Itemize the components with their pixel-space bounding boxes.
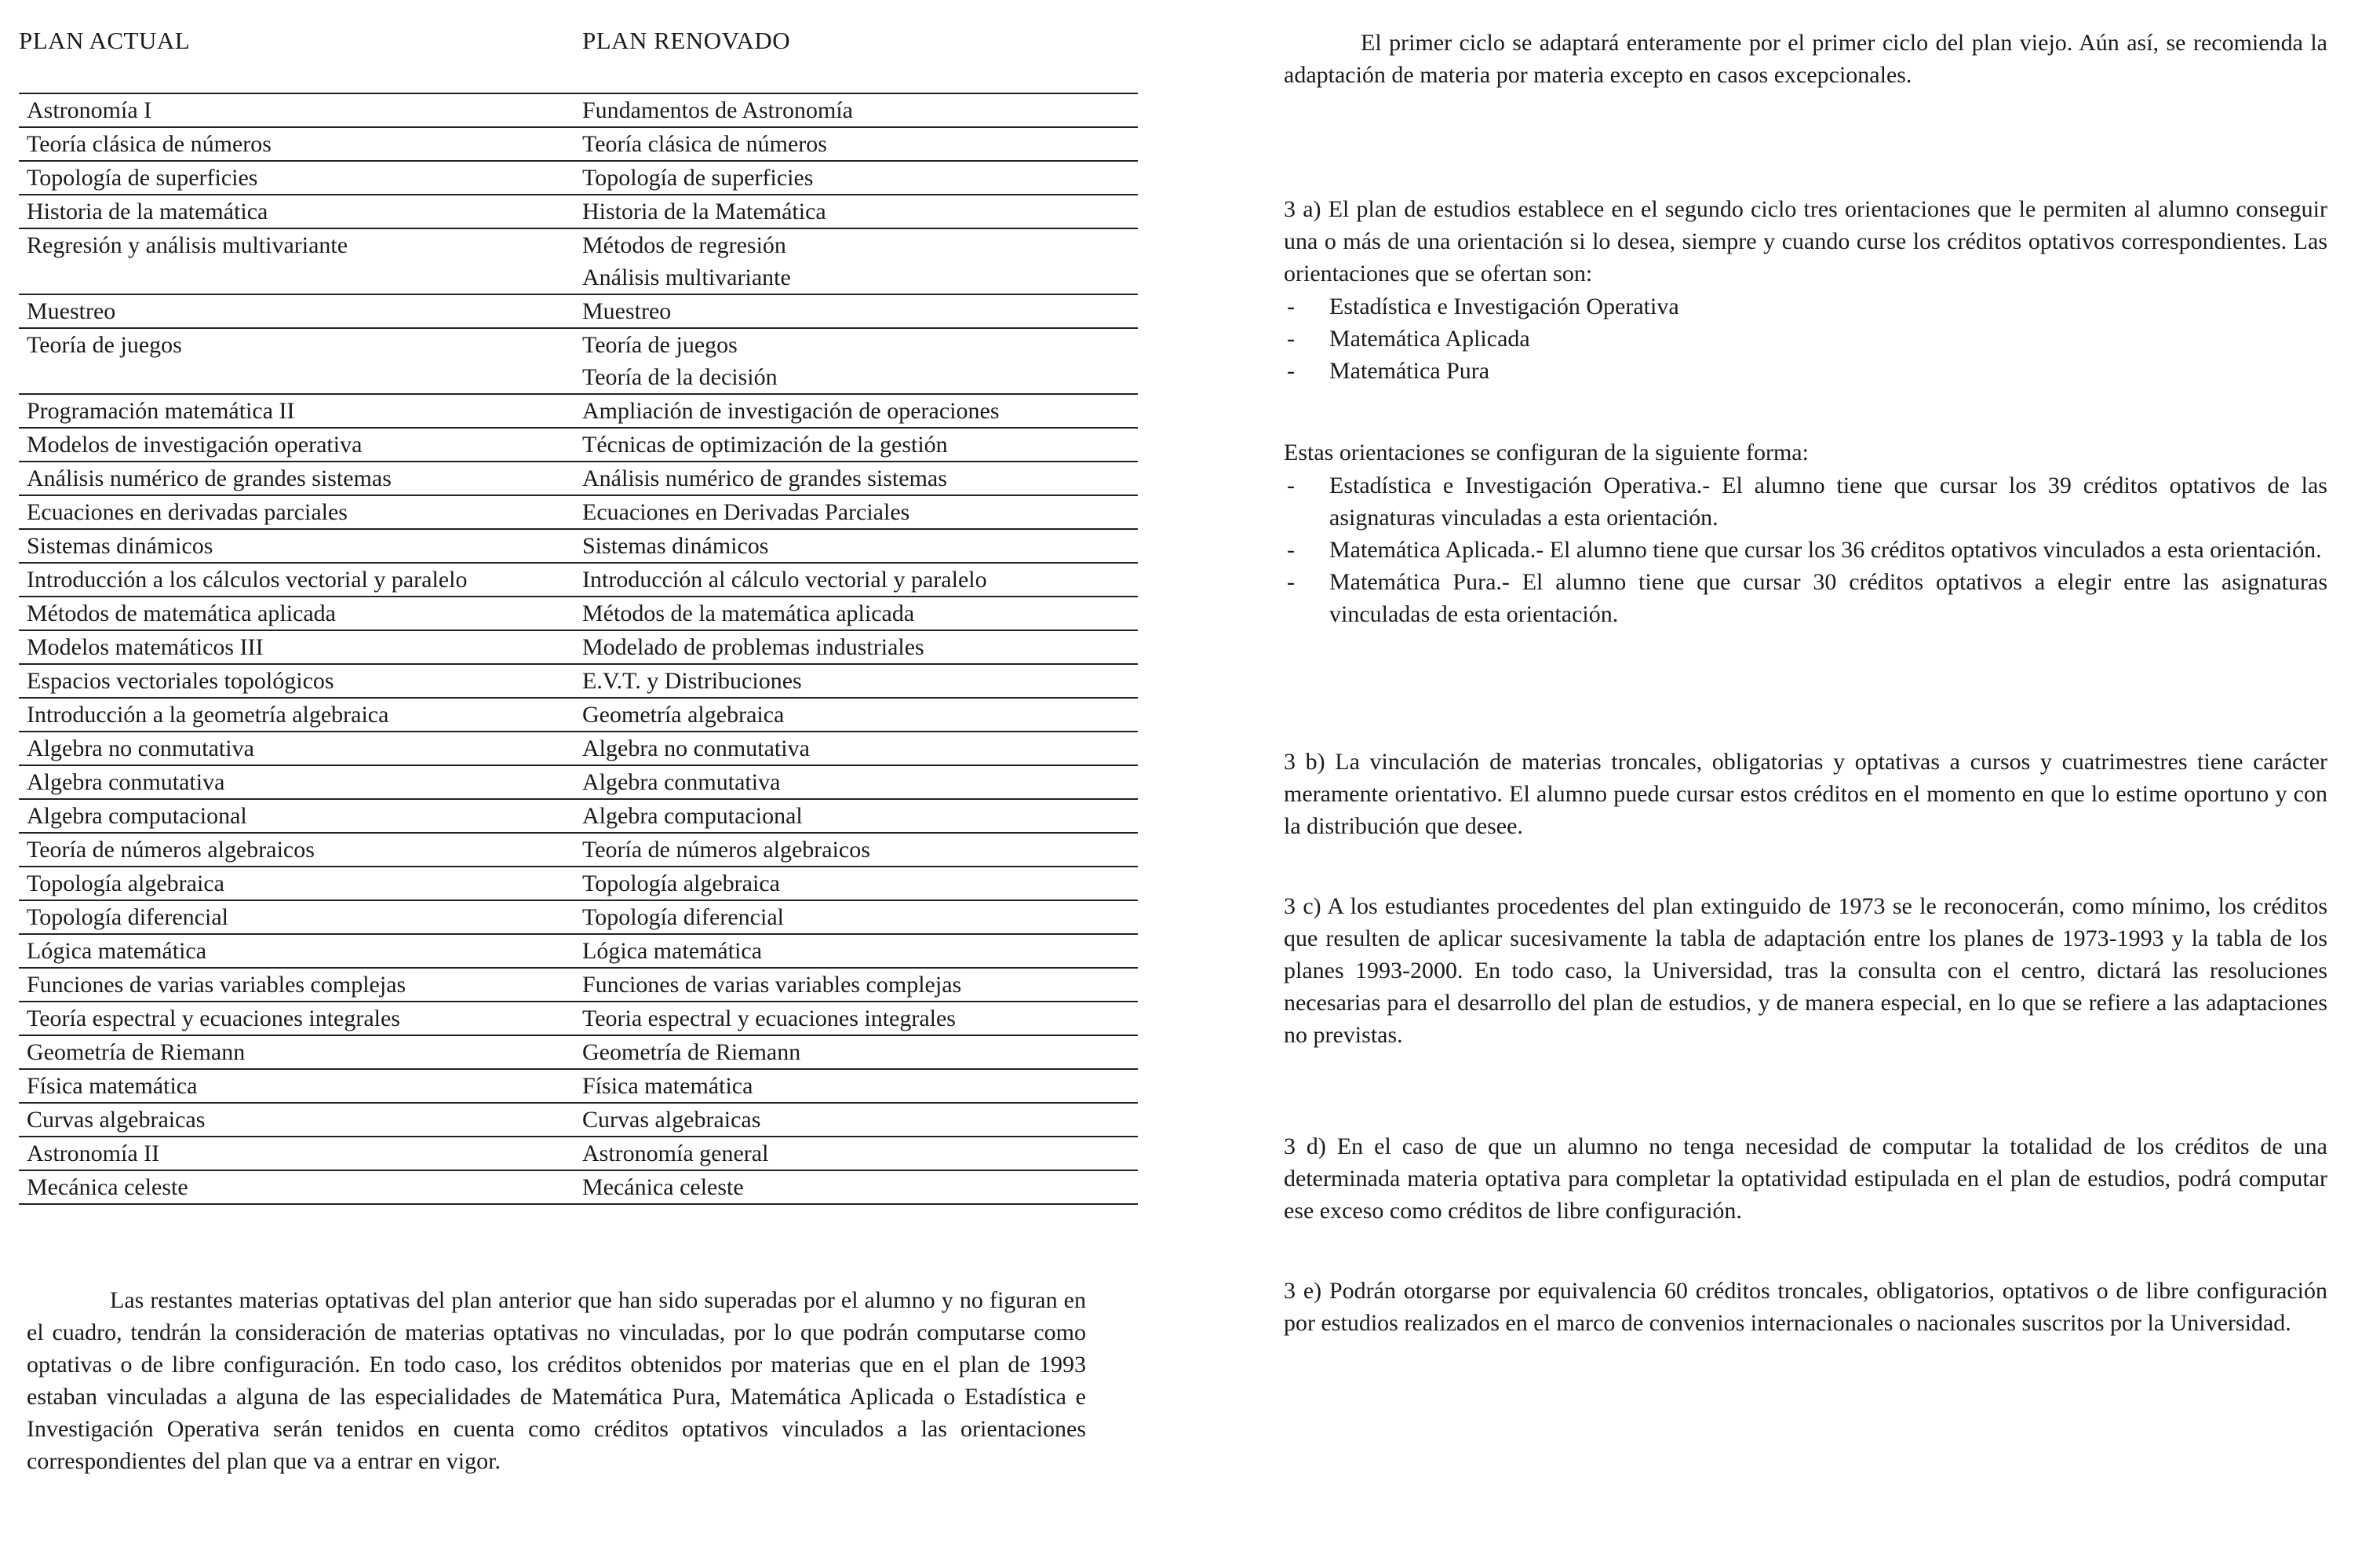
orientation-item: [1284, 290, 2327, 323]
dash-bullet: -: [1287, 358, 1295, 384]
cell-plan-actual: Teoría espectral y ecuaciones integrales: [27, 1005, 400, 1031]
renovado-subject: Teoría de juegos: [582, 332, 738, 358]
renovado-subject: Topología diferencial: [582, 904, 784, 930]
cell-plan-renovado: [582, 229, 1138, 294]
table-row: [19, 766, 1138, 800]
table-row: [19, 295, 1138, 329]
orientation-item-text: Matemática Pura: [1329, 358, 1490, 384]
cell-plan-renovado: [582, 496, 1138, 528]
cell-plan-renovado: [582, 834, 1138, 866]
cell-plan-actual: Ecuaciones en derivadas parciales: [27, 499, 348, 525]
cell-plan-renovado: [582, 901, 1138, 933]
cell-plan-renovado: [582, 162, 1138, 194]
cell-plan-renovado: [582, 631, 1138, 663]
renovado-subject: Curvas algebraicas: [582, 1107, 761, 1133]
cell-plan-actual: Astronomía I: [27, 97, 152, 123]
cell-plan-renovado: [582, 1137, 1138, 1170]
renovado-subject: Topología de superficies: [582, 165, 814, 191]
renovado-subject: Teoría de la decisión: [582, 364, 778, 390]
cell-plan-actual: Modelos de investigación operativa: [27, 432, 363, 458]
renovado-subject: Teoría de números algebraicos: [582, 837, 870, 863]
dash-bullet: -: [1287, 569, 1295, 595]
header-plan-renovado: PLAN RENOVADO: [582, 27, 791, 54]
table-row: [19, 732, 1138, 766]
renovado-subject: Física matemática: [582, 1073, 753, 1099]
cell-plan-actual: Teoría clásica de números: [27, 131, 272, 157]
renovado-subject: Funciones de varias variables complejas: [582, 972, 962, 998]
cell-plan-renovado: [582, 732, 1138, 765]
renovado-subject: Teoria espectral y ecuaciones integrales: [582, 1005, 956, 1031]
table-row: [19, 162, 1138, 195]
renovado-subject: Métodos de regresión: [582, 232, 786, 258]
cell-plan-actual: Espacios vectoriales topológicos: [27, 668, 334, 694]
cell-plan-actual: Análisis numérico de grandes sistemas: [27, 465, 392, 491]
renovado-subject: Historia de la Matemática: [582, 199, 826, 224]
cell-plan-actual: Algebra conmutativa: [27, 769, 225, 795]
table-row: [19, 969, 1138, 1002]
cell-plan-actual: Introducción a los cálculos vectorial y paralelo: [27, 567, 468, 593]
table-row: [19, 429, 1138, 462]
forma-intro: Estas orientaciones se configuran de la siguiente forma:: [1284, 440, 1809, 465]
table-row: [19, 699, 1138, 732]
cell-plan-renovado: [582, 429, 1138, 461]
renovado-subject: Algebra conmutativa: [582, 769, 781, 795]
section-3c: 3 c) A los estudiantes procedentes del plan extinguido de 1973 se le reconocerán, como mínimo, los créditos que resulten de aplicar sucesivamente la tabla de adaptación entre los planes de 1973-1993 y la tabla de los planes 1993-2000. En todo caso, la Universidad, tras la consulta con el centro, dictará las resoluciones necesarias para el desarrollo del plan de estudios, y de manera especial, en lo que se refiere a las adaptaciones no previstas.: [1284, 893, 2327, 1048]
orientation-item-text: Matemática Aplicada: [1329, 326, 1530, 352]
dash-bullet: -: [1287, 326, 1295, 352]
renovado-subject: Ecuaciones en Derivadas Parciales: [582, 499, 910, 525]
cell-plan-actual: Sistemas dinámicos: [27, 533, 213, 559]
cell-plan-renovado: [582, 867, 1138, 900]
cell-plan-actual: Regresión y análisis multivariante: [27, 232, 348, 258]
cell-plan-actual: Geometría de Riemann: [27, 1039, 246, 1065]
renovado-subject: Introducción al cálculo vectorial y paralelo: [582, 567, 987, 593]
forma-item: [1284, 469, 2327, 534]
cell-plan-renovado: [582, 1036, 1138, 1068]
renovado-subject: Sistemas dinámicos: [582, 533, 769, 559]
table-row: [19, 1171, 1138, 1205]
section-3d: 3 d) En el caso de que un alumno no tenga necesidad de computar la totalidad de los créditos de una determinada materia optativa para completar la optatividad estipulada en el plan de estudios, podrá computar ese exceso como créditos de libre configuración.: [1284, 1133, 2327, 1224]
table-row: [19, 901, 1138, 935]
cell-plan-actual: Teoría de números algebraicos: [27, 837, 315, 863]
section-3b: 3 b) La vinculación de materias troncales, obligatorias y optativas a cursos y cuatrimestres tiene carácter meramente orientativo. El alumno puede cursar estos créditos en el momento en que lo estime oportuno y con la distribución que desee.: [1284, 749, 2327, 839]
cell-plan-actual: Programación matemática II: [27, 398, 295, 424]
renovado-subject: E.V.T. y Distribuciones: [582, 668, 802, 694]
header-plan-actual: PLAN ACTUAL: [19, 27, 191, 54]
cell-plan-renovado: [582, 800, 1138, 832]
cell-plan-actual: Funciones de varias variables complejas: [27, 972, 406, 998]
table-row: [19, 496, 1138, 530]
cell-plan-actual: Física matemática: [27, 1073, 198, 1099]
renovado-subject: Ampliación de investigación de operaciones: [582, 398, 1000, 424]
table-row: [19, 94, 1138, 128]
renovado-subject: Teoría clásica de números: [582, 131, 827, 157]
closing-paragraph: Las restantes materias optativas del plan anterior que han sido superadas por el alumno y no figuran en el cuadro, tendrán la consideración de materias optativas no vinculadas, por lo que podrán computarse como optativas o de libre configuración. En todo caso, los créditos obtenidos por materias que en el plan de 1993 estaban vinculadas a alguna de las especialidades de Matemática Pura, Matemática Aplicada o Estadística e Investigación Operativa serán tenidos en cuenta como créditos optativos vinculados a las orientaciones correspondientes del plan que va a entrar en vigor.: [27, 1287, 1086, 1474]
table-row: [19, 1070, 1138, 1104]
cell-plan-actual: Mecánica celeste: [27, 1174, 188, 1200]
renovado-subject: Análisis multivariante: [582, 265, 791, 290]
renovado-subject: Algebra no conmutativa: [582, 735, 810, 761]
cell-plan-actual: Topología de superficies: [27, 165, 258, 191]
forma-item-text: Estadística e Investigación Operativa.- El alumno tiene que cursar los 39 créditos optativos de las asignaturas vinculadas a esta orientación.: [1329, 473, 2327, 531]
table-row: [19, 631, 1138, 665]
cell-plan-renovado: [582, 597, 1138, 630]
cell-plan-actual: Historia de la matemática: [27, 199, 268, 224]
cell-plan-renovado: [582, 462, 1138, 494]
cell-plan-renovado: [582, 530, 1138, 562]
forma-item-text: Matemática Aplicada.- El alumno tiene que cursar los 36 créditos optativos vinculados a esta orientación.: [1329, 537, 2322, 563]
renovado-subject: Muestreo: [582, 298, 672, 324]
table-row: [19, 935, 1138, 969]
cell-plan-actual: Curvas algebraicas: [27, 1107, 206, 1133]
table-row: [19, 128, 1138, 162]
table-row: [19, 195, 1138, 229]
forma-item: [1284, 566, 2327, 630]
cell-plan-actual: Topología diferencial: [27, 904, 228, 930]
table-row: [19, 530, 1138, 564]
adaptation-table: [19, 93, 1138, 1205]
table-row: [19, 395, 1138, 429]
renovado-subject: Geometría algebraica: [582, 702, 785, 728]
cell-plan-actual: Métodos de matemática aplicada: [27, 600, 336, 626]
cell-plan-renovado: [582, 665, 1138, 697]
renovado-subject: Topología algebraica: [582, 870, 780, 896]
table-row: [19, 229, 1138, 295]
orientation-item-text: Estadística e Investigación Operativa: [1329, 294, 1679, 319]
cell-plan-renovado: [582, 766, 1138, 798]
cell-plan-renovado: [582, 564, 1138, 596]
table-row: [19, 800, 1138, 834]
forma-list: [1284, 469, 2327, 630]
cell-plan-renovado: [582, 1104, 1138, 1136]
dash-bullet: -: [1287, 473, 1295, 498]
renovado-subject: Fundamentos de Astronomía: [582, 97, 853, 123]
forma-item-text: Matemática Pura.- El alumno tiene que cursar 30 créditos optativos a elegir entre las asignaturas vinculadas de esta orientación.: [1329, 569, 2327, 627]
cell-plan-renovado: [582, 1070, 1138, 1102]
cell-plan-actual: Teoría de juegos: [27, 332, 182, 358]
cell-plan-actual: Astronomía II: [27, 1140, 160, 1166]
table-row: [19, 564, 1138, 597]
cell-plan-renovado: [582, 195, 1138, 228]
left-page: [0, 0, 1177, 1551]
renovado-subject: Lógica matemática: [582, 938, 763, 964]
cell-plan-actual: Algebra no conmutativa: [27, 735, 254, 761]
cell-plan-renovado: [582, 1002, 1138, 1035]
cell-plan-renovado: [582, 699, 1138, 731]
table-row: [19, 462, 1138, 496]
renovado-subject: Astronomía general: [582, 1140, 769, 1166]
renovado-subject: Mecánica celeste: [582, 1174, 744, 1200]
table-row: [19, 867, 1138, 901]
section-3a: 3 a) El plan de estudios establece en el segundo ciclo tres orientaciones que le permiten al alumno conseguir una o más de una orientación si lo desea, siempre y cuando curse los créditos optativos correspondientes. Las orientaciones que se ofertan son:: [1284, 196, 2327, 286]
dash-bullet: -: [1287, 294, 1295, 319]
cell-plan-renovado: [582, 295, 1138, 327]
cell-plan-renovado: [582, 329, 1138, 393]
cell-plan-actual: Topología algebraica: [27, 870, 224, 896]
table-row: [19, 597, 1138, 631]
orientation-item: [1284, 355, 2327, 387]
renovado-subject: Modelado de problemas industriales: [582, 634, 924, 660]
table-row: [19, 665, 1138, 699]
cell-plan-renovado: [582, 969, 1138, 1001]
renovado-subject: Análisis numérico de grandes sistemas: [582, 465, 947, 491]
intro-paragraph: El primer ciclo se adaptará enteramente por el primer ciclo del plan viejo. Aún así, se recomienda la adaptación de materia por materia excepto en casos excepcionales.: [1284, 30, 2327, 88]
renovado-subject: Métodos de la matemática aplicada: [582, 600, 915, 626]
dash-bullet: -: [1287, 537, 1295, 563]
renovado-subject: Geometría de Riemann: [582, 1039, 801, 1065]
cell-plan-actual: Introducción a la geometría algebraica: [27, 702, 389, 728]
table-row: [19, 1104, 1138, 1137]
cell-plan-renovado: [582, 94, 1138, 126]
table-row: [19, 1036, 1138, 1070]
forma-item: [1284, 534, 2327, 566]
cell-plan-actual: Lógica matemática: [27, 938, 207, 964]
table-row: [19, 329, 1138, 395]
cell-plan-actual: Muestreo: [27, 298, 116, 324]
orientation-item: [1284, 323, 2327, 355]
section-3e: 3 e) Podrán otorgarse por equivalencia 60 créditos troncales, obligatorios, optativos o de libre configuración por estudios realizados en el marco de convenios internacionales o nacionales suscritos por la Universidad.: [1284, 1278, 2327, 1336]
table-row: [19, 1137, 1138, 1171]
orientations-list: [1284, 290, 2327, 387]
renovado-subject: Técnicas de optimización de la gestión: [582, 432, 948, 458]
table-row: [19, 834, 1138, 867]
right-page: [1224, 0, 2380, 1551]
renovado-subject: Algebra computacional: [582, 803, 803, 829]
cell-plan-actual: Modelos matemáticos III: [27, 634, 264, 660]
cell-plan-renovado: [582, 395, 1138, 427]
table-row: [19, 1002, 1138, 1036]
cell-plan-renovado: [582, 128, 1138, 160]
cell-plan-renovado: [582, 1171, 1138, 1203]
cell-plan-actual: Algebra computacional: [27, 803, 247, 829]
cell-plan-renovado: [582, 935, 1138, 967]
